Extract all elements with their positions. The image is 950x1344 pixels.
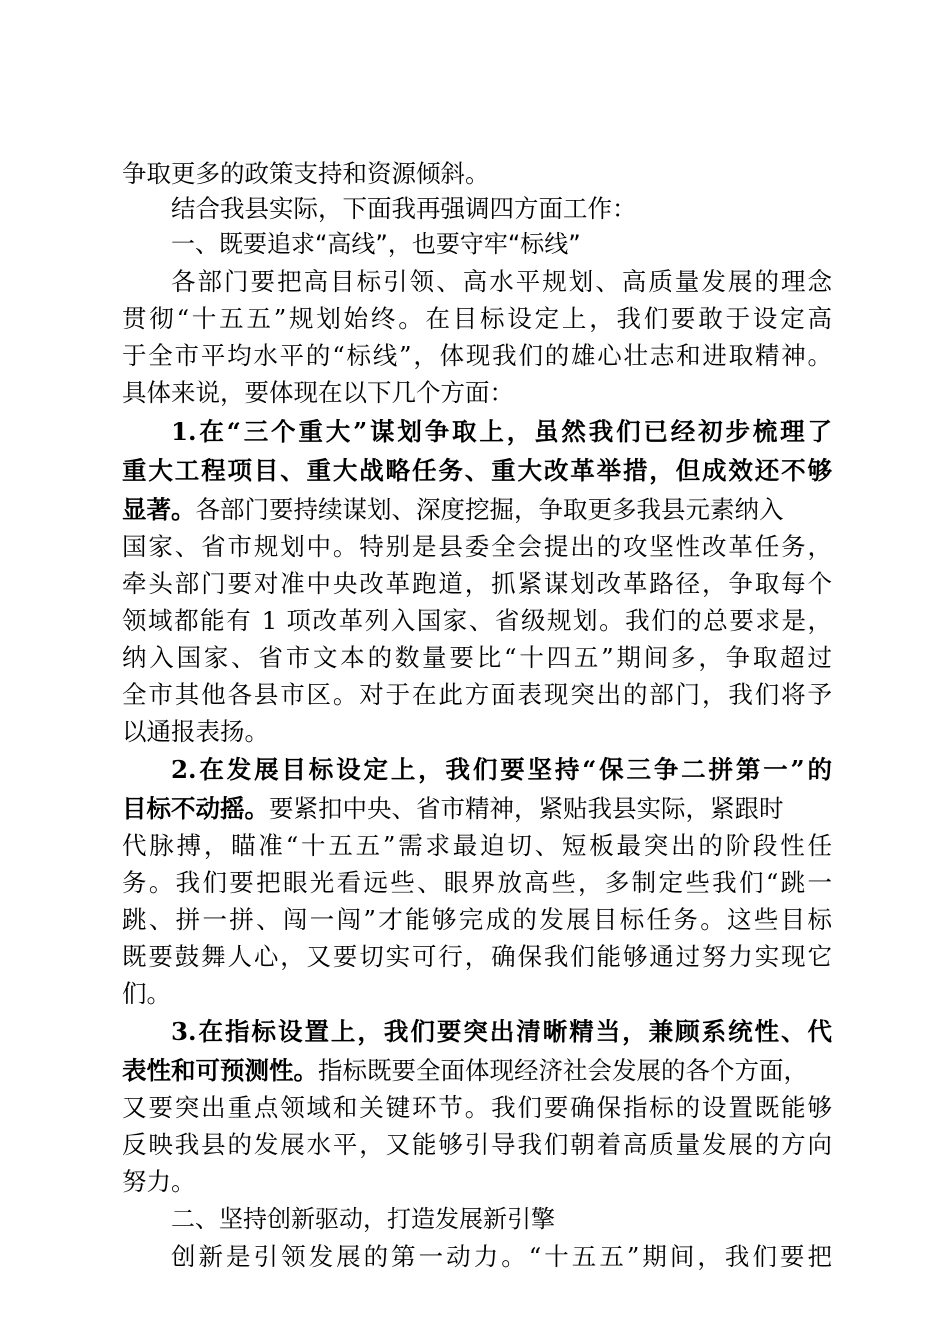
text-line: 努力。 bbox=[122, 1167, 196, 1196]
text-line: 领域都能有 1 项改革列入国家、省级规划。我们的总要求是， bbox=[122, 606, 832, 635]
section-heading-2: 二、坚持创新驱动，打造发展新引擎 bbox=[171, 1205, 555, 1233]
text-line-bold: 2.在发展目标设定上，我们要坚持“保三争二拼第一”的 bbox=[171, 755, 832, 784]
text-line: 既要鼓舞人心，又要切实可行，确保我们能够通过努力实现它 bbox=[122, 942, 832, 971]
text-line: 贯彻“十五五”规划始终。在目标设定上，我们要敢于设定高 bbox=[122, 304, 832, 333]
text-line: 创新是引领发展的第一动力。“十五五”期间，我们要把 bbox=[171, 1242, 832, 1271]
text-line: 各部门要把高目标引领、高水平规划、高质量发展的理念 bbox=[171, 267, 832, 296]
bold-run: 表性和可预测性。 bbox=[122, 1056, 318, 1085]
text-line: 具体来说，要体现在以下几个方面： bbox=[122, 378, 514, 407]
text-run: 各部门要持续谋划、深度挖掘，争取更多我县元素纳入 bbox=[195, 495, 784, 524]
text-line: 争取更多的政策支持和资源倾斜。 bbox=[122, 159, 490, 188]
text-line bbox=[122, 490, 832, 530]
text-run: 要紧扣中央、省市精神，紧贴我县实际，紧跟时 bbox=[269, 794, 784, 823]
text-line: 们。 bbox=[122, 979, 171, 1008]
text-line: 反映我县的发展水平，又能够引导我们朝着高质量发展的方向 bbox=[122, 1130, 832, 1159]
text-line: 以通报表扬。 bbox=[122, 717, 269, 746]
text-line-bold: 3.在指标设置上，我们要突出清晰精当，兼顾系统性、代 bbox=[171, 1017, 832, 1046]
text-line: 务。我们要把眼光看远些、眼界放高些，多制定些我们“跳一 bbox=[122, 868, 832, 897]
text-line: 跳、拼一拼、闯一闯”才能够完成的发展目标任务。这些目标 bbox=[122, 905, 832, 934]
text-line bbox=[122, 1051, 832, 1091]
text-run: 指标既要全面体现经济社会发展的各个方面， bbox=[318, 1056, 808, 1085]
bold-run: 显著。 bbox=[122, 495, 196, 524]
section-heading-1: 一、既要追求“高线”，也要守牢“标线” bbox=[171, 230, 581, 258]
text-line: 牵头部门要对准中央改革跑道，抓紧谋划改革路径，争取每个 bbox=[122, 569, 832, 598]
text-line: 全市其他各县市区。对于在此方面表现突出的部门，我们将予 bbox=[122, 680, 832, 709]
text-line: 于全市平均水平的“标线”，体现我们的雄心壮志和进取精神。 bbox=[122, 341, 832, 370]
text-line-bold: 1.在“三个重大”谋划争取上，虽然我们已经初步梳理了 bbox=[171, 417, 832, 446]
text-line: 结合我县实际，下面我再强调四方面工作： bbox=[171, 194, 637, 223]
text-line: 纳入国家、省市文本的数量要比“十四五”期间多，争取超过 bbox=[122, 643, 832, 672]
text-line: 国家、省市规划中。特别是县委全会提出的攻坚性改革任务， bbox=[122, 532, 832, 561]
text-line: 代脉搏，瞄准“十五五”需求最迫切、短板最突出的阶段性任 bbox=[122, 831, 832, 860]
text-line: 又要突出重点领域和关键环节。我们要确保指标的设置既能够 bbox=[122, 1093, 832, 1122]
text-line bbox=[122, 789, 832, 829]
text-line-bold: 重大工程项目、重大战略任务、重大改革举措，但成效还不够 bbox=[122, 456, 832, 485]
bold-run: 目标不动摇。 bbox=[122, 794, 269, 823]
